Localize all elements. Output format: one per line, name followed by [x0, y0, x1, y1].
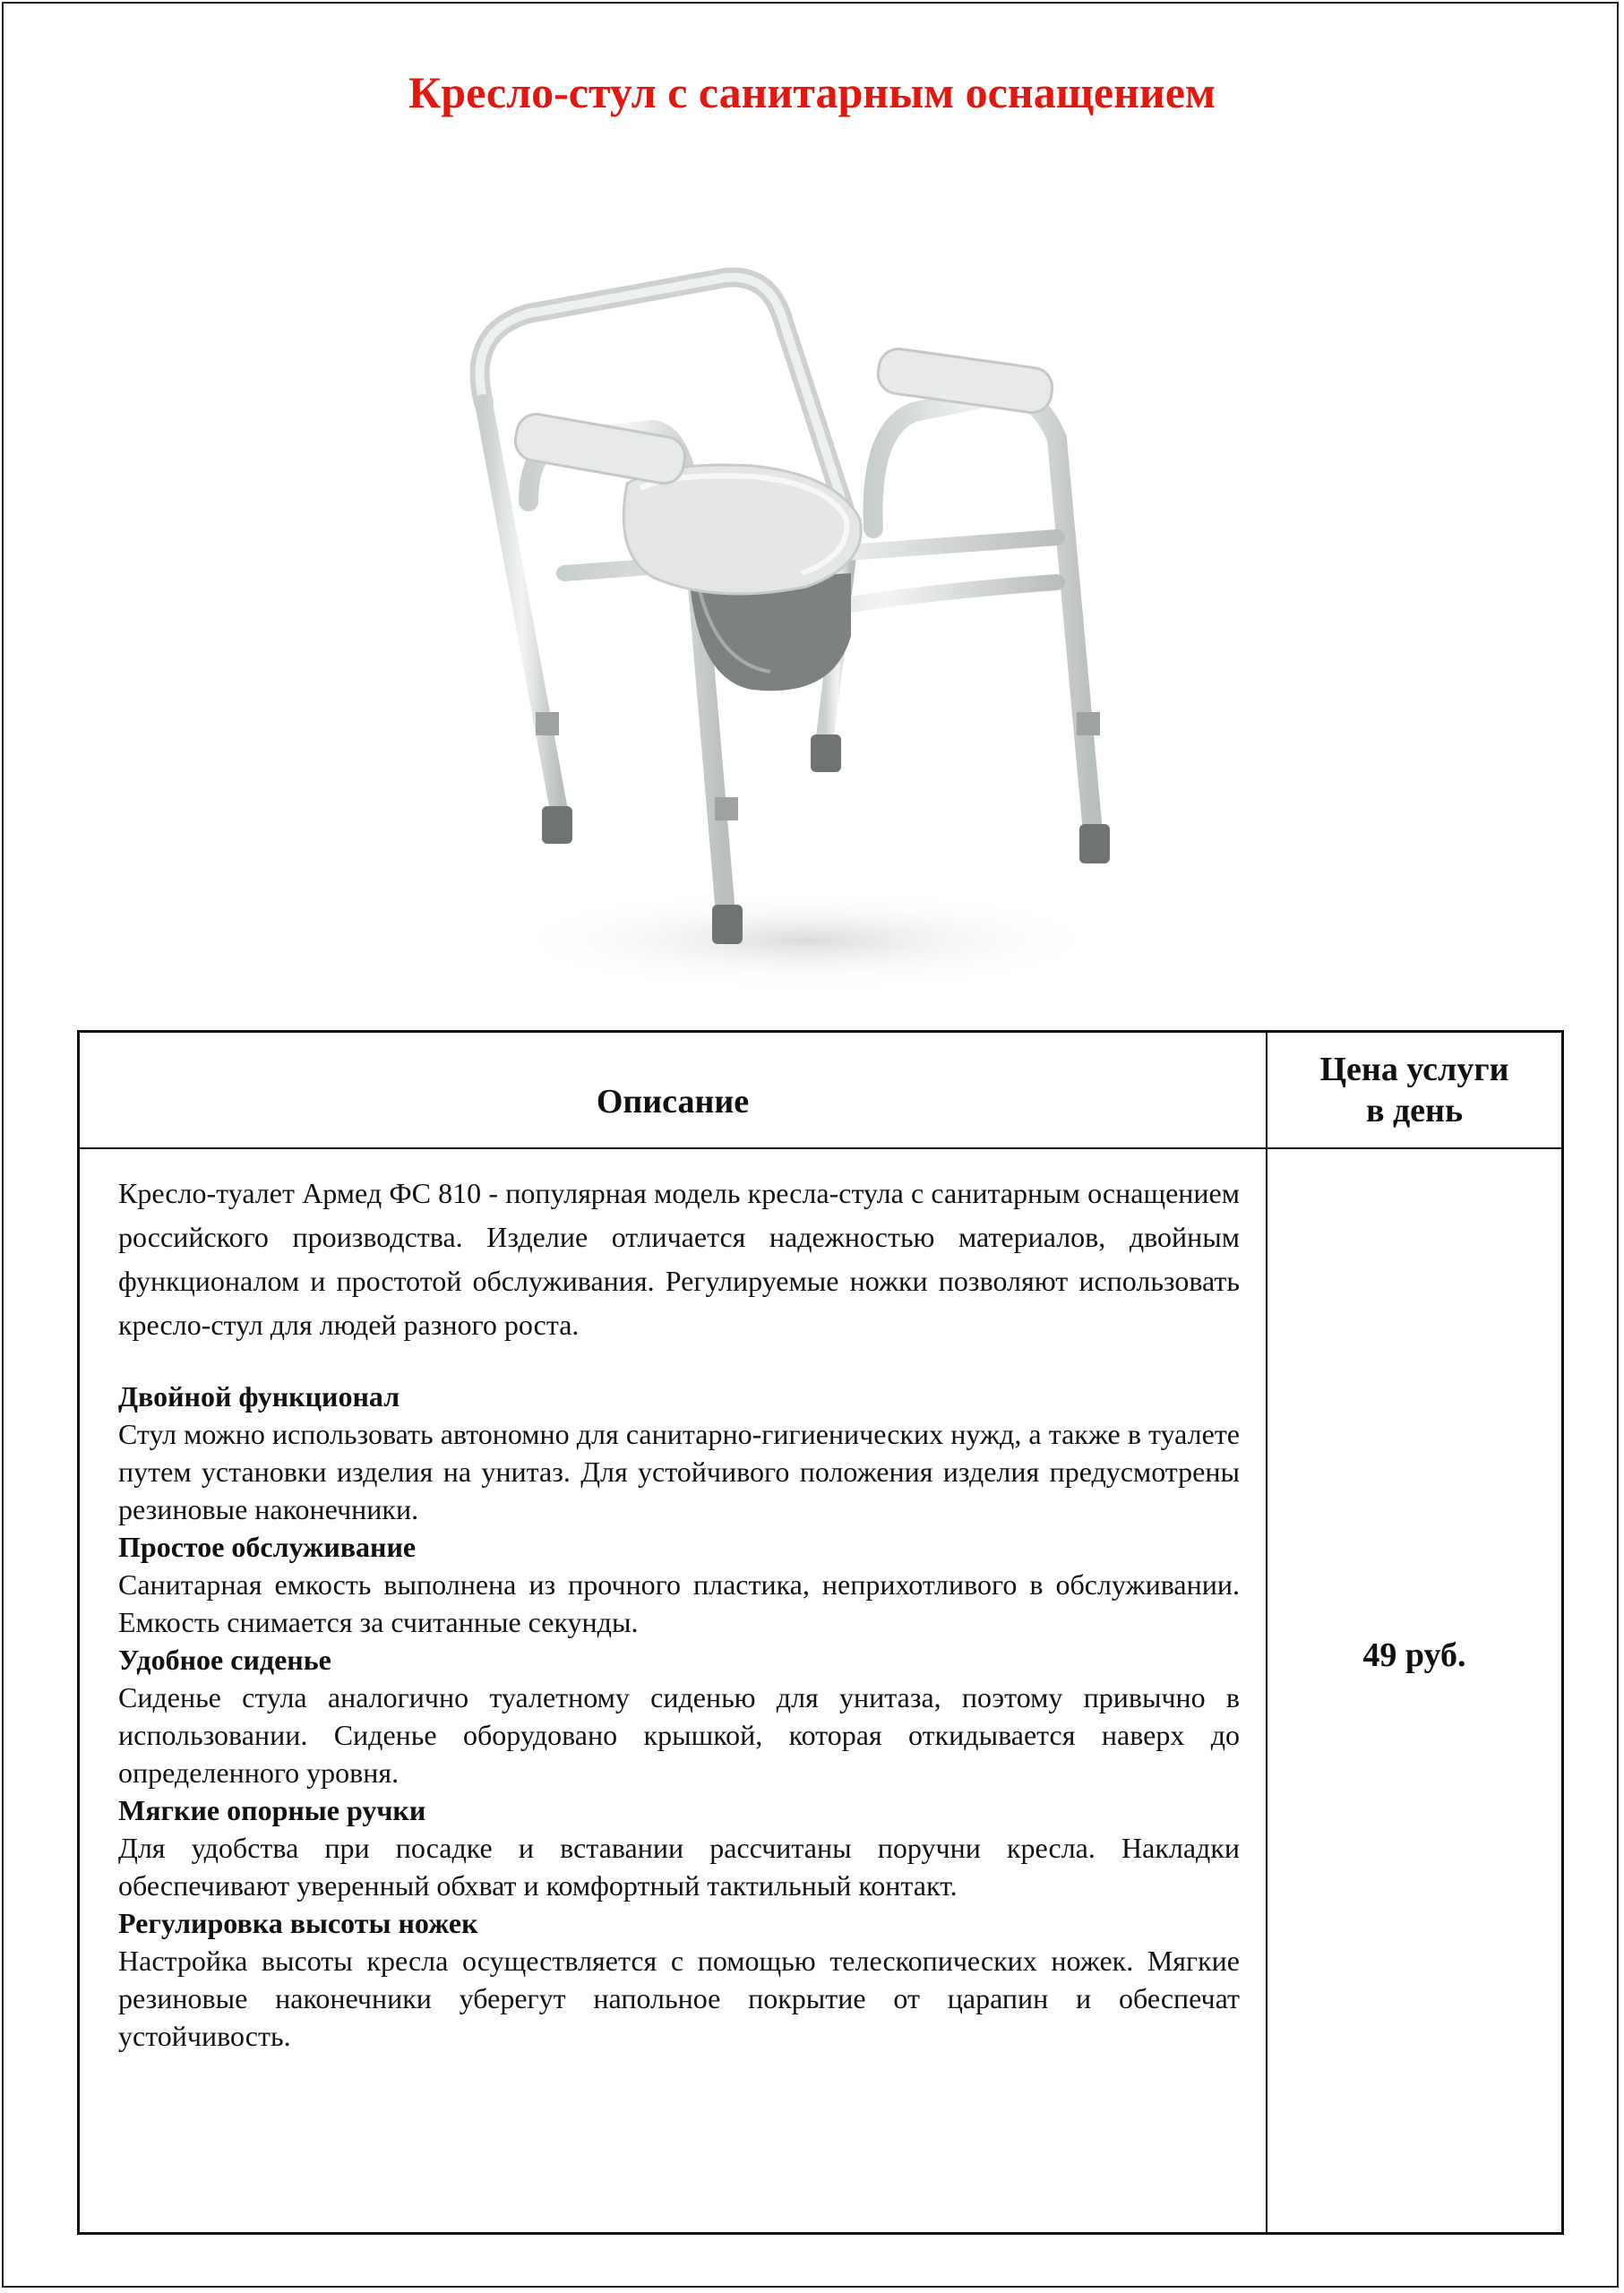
- header-price-line2: в день: [1365, 1092, 1464, 1129]
- intro-paragraph: Кресло-туалет Армед ФС 810 - популярная модель кресла-стула с санитарным оснащением российского производства. Изделие отличается надежностью материалов, двойным функционалом и простотой обслуживания. Регулируемые ножки позволяют использовать кресло-стул для людей разного роста.: [118, 1177, 1240, 1341]
- feature-text: Настройка высоты кресла осуществляется с помощью телескопических ножек. Мягкие резиновые наконечники уберегут напольное покрытие от царапин и обеспечат устойчивость.: [118, 1945, 1240, 2052]
- feature-text: Сиденье стула аналогично туалетному сиденью для унитаза, поэтому привычно в использовании. Сиденье оборудовано крышкой, которая откидывается наверх до определенного уровня.: [118, 1681, 1240, 1789]
- commode-chair-image: [430, 260, 1129, 1003]
- feature-title: Удобное сиденье: [118, 1644, 331, 1676]
- feature-title: Мягкие опорные ручки: [118, 1794, 426, 1826]
- feature-title: Регулировка высоты ножек: [118, 1907, 478, 1939]
- feature-text: Для удобства при посадке и вставании рассчитаны поручни кресла. Накладки обеспечивают уверенный обхват и комфортный тактильный контакт.: [118, 1832, 1240, 1902]
- feature-text: Стул можно использовать автономно для санитарно-гигиенических нужд, а также в туалете путем установки изделия на унитаз. Для устойчивого положения изделия предусмотрены резиновые наконечники.: [118, 1418, 1240, 1525]
- feature-title: Простое обслуживание: [118, 1531, 417, 1563]
- description-table: [77, 1030, 1564, 2235]
- page-title: Кресло-стул с санитарным оснащением: [408, 67, 1216, 117]
- header-description-label: Описание: [596, 1082, 750, 1121]
- description-cell: [118, 1172, 1240, 2055]
- price-value: 49 руб.: [1362, 1636, 1466, 1674]
- price-cell: [1267, 1149, 1561, 2232]
- feature-text: Санитарная емкость выполнена из прочного пластика, неприхотливого в обслуживании. Емкость снимается за считанные секунды.: [118, 1568, 1240, 1638]
- header-price-line1: Цена услуги: [1319, 1051, 1509, 1088]
- header-price: [1267, 1033, 1561, 1147]
- feature-title: Двойной функционал: [118, 1380, 400, 1413]
- header-description: [80, 1033, 1266, 1147]
